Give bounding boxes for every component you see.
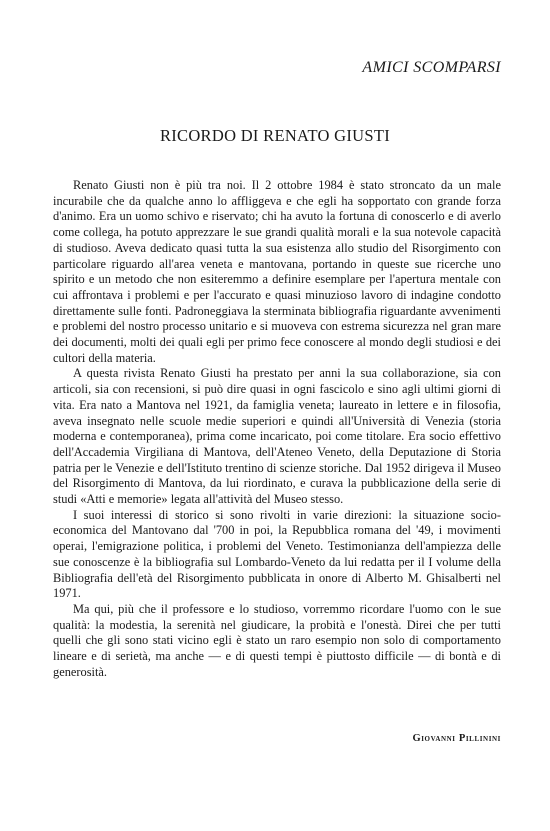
article-title: RICORDO DI RENATO GIUSTI bbox=[159, 126, 391, 145]
paragraph: I suoi interessi di storico si sono rivolti in varie direzioni: la situazione socio-economica del Mantovano dal '700 in poi, la Repubblica romana del '49, i movimenti operai, l'emigrazione politica, i problemi del Veneto. Testimonianza dell'ampiezza delle sue conoscenze è la bibliografia sul Lombardo-Veneto da lui redatta per il I volume della Bibliografia dell'età del Risorgimento pubblicata in onore di Alberto M. Ghisalberti nel 1971. bbox=[53, 507, 501, 601]
author-signature: Giovanni Pillinini bbox=[412, 733, 501, 744]
paragraph: Ma qui, più che il professore e lo studioso, vorremmo ricordare l'uomo con le sue qualità: la modestia, la serenità nel giudicare, la probità e l'onestà. Direi che per tutti quelli che gli sono stati vicino egli è stato un raro esempio non solo di comportamento lineare e di serietà, ma anche — e di questi tempi è piuttosto difficile — di bontà e di generosità. bbox=[53, 601, 501, 679]
section-heading: AMICI SCOMPARSI bbox=[362, 59, 501, 76]
paragraph: A questa rivista Renato Giusti ha prestato per anni la sua collaborazione, sia con articoli, sia con recensioni, si può dire quasi in ogni fascicolo e sino agli ultimi giorni di vita. Era nato a Mantova nel 1921, da famiglia veneta; laureato in lettere e in filosofia, aveva insegnato nelle scuole medie superiori e quindi all'Università di Venezia (storia moderna e contemporanea), prima come incaricato, poi come titolare. Era socio effettivo dell'Accademia Virgiliana di Mantova, dell'Ateneo Veneto, della Deputazione di Storia patria per le Venezie e dell'Istituto trentino di scienze storiche. Dal 1952 dirigeva il Museo del Risorgimento di Mantova, da lui riordinato, e curava la pubblicazione della serie di studi «Atti e memorie» legata all'attività del Museo stesso. bbox=[53, 366, 501, 507]
paragraph: Renato Giusti non è più tra noi. Il 2 ottobre 1984 è stato stroncato da un male incurabile che da qualche anno lo affliggeva e che egli ha sopportato con grande forza d'animo. Era un uomo schivo e riservato; chi ha avuto la fortuna di conoscerlo e di averlo come collega, ha potuto apprezzare le sue grandi qualità morali e la sua notevole capacità di studioso. Aveva dedicato quasi tutta la sua esistenza allo studio del Risorgimento con particolare riguardo all'area veneta e mantovana, portando in queste sue ricerche uno spirito e un metodo che non esiteremmo a definire esemplare per l'apertura mentale con cui affrontava i problemi e per l'accurato e quasi minuzioso lavoro di indagine condotto direttamente sulle fonti. Padroneggiava la sterminata bibliografia riguardante avvenimenti e problemi del nostro processo unitario e si muoveva con estrema sicurezza nel gran mare dei documenti, molti dei quali egli per primo fece conoscere al mondo degli studiosi e dei cultori della materia. bbox=[53, 178, 501, 365]
article-body bbox=[53, 178, 501, 681]
